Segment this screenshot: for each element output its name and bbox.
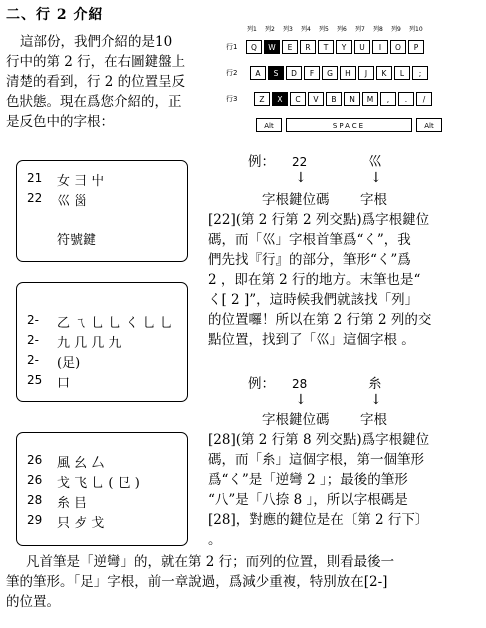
example1-line-2: 碼，而「巛」字根首筆爲“く”，我 xyxy=(208,232,411,248)
keyboard-key: X xyxy=(272,92,288,106)
example1-root-caption: 字根 xyxy=(360,192,387,208)
column-label: 列8 xyxy=(373,26,383,33)
keyboard-key: G xyxy=(322,66,338,80)
box1-code-1: 21 xyxy=(27,171,43,185)
box3-roots-1: 風 幺 厶 xyxy=(57,456,105,471)
example2-line-5: [28]，對應的鍵位是在〔第 2 行下〕 xyxy=(208,512,429,528)
row-label: 行1 xyxy=(226,43,238,51)
example1-line-6: 的位置囉！所以在第 2 行第 2 列的交 xyxy=(208,312,432,328)
keyboard-key: P xyxy=(408,40,424,54)
box2-code-1: 2- xyxy=(27,313,39,327)
intro-line-4: 色狀態。現在爲您介紹的，正 xyxy=(6,94,182,110)
keyboard-key: V xyxy=(308,92,324,106)
example1-label: 例： xyxy=(248,154,275,170)
box3-roots-3: 糸 㠯 xyxy=(57,496,88,511)
example1-code-caption: 字根鍵位碼 xyxy=(262,192,330,208)
example2-code-caption: 字根鍵位碼 xyxy=(262,412,330,428)
example1-root: 巛 xyxy=(368,154,382,170)
root-box-3 xyxy=(16,432,188,546)
box2-code-4: 25 xyxy=(27,373,43,387)
box3-roots-2: 戈 飞 乚 ( 㔾 ) xyxy=(57,476,140,491)
box3-code-2: 26 xyxy=(27,473,43,487)
box2-roots-2: 九 几 几 九 xyxy=(57,336,122,351)
keyboard-key: N xyxy=(344,92,360,106)
box3-code-3: 28 xyxy=(27,493,43,507)
keyboard-key: Q xyxy=(246,40,262,54)
intro-line-2: 行中的第 2 行，在右圖鍵盤上 xyxy=(6,54,186,70)
footer-line-1: 凡首筆是「逆彎」的，就在第 2 行；而列的位置，則看最後一 xyxy=(26,554,395,570)
keyboard-key: D xyxy=(286,66,302,80)
keyboard-key: H xyxy=(340,66,356,80)
example1-line-1: [22](第 2 行第 2 列交點)爲字根鍵位 xyxy=(208,212,430,228)
root-box-1 xyxy=(16,160,188,262)
keyboard-key: J xyxy=(358,66,374,80)
example2-line-2: 碼，而「糸」這個字根，第一個筆形 xyxy=(208,452,424,468)
box2-roots-3: (足) xyxy=(57,356,81,371)
row-label: 行2 xyxy=(226,69,238,77)
column-label: 列5 xyxy=(319,26,329,33)
intro-line-5: 是反色中的字根： xyxy=(6,114,114,130)
keyboard-key: E xyxy=(282,40,298,54)
example2-line-3: 爲“く”是「逆彎 2 」；最後的筆形 xyxy=(208,472,408,488)
example2-root-caption: 字根 xyxy=(360,412,387,428)
box3-code-1: 26 xyxy=(27,453,43,467)
keyboard-key: K xyxy=(376,66,392,80)
example1-line-4: 2 ，即在第 2 行的地方。末筆也是“ xyxy=(208,272,421,288)
keyboard-key: . xyxy=(398,92,414,106)
keyboard-key: U xyxy=(354,40,370,54)
alt-right-key: Alt xyxy=(416,118,442,132)
example2-label: 例： xyxy=(248,376,275,392)
column-label: 列7 xyxy=(355,26,365,33)
keyboard-key: B xyxy=(326,92,342,106)
column-label: 列1 xyxy=(247,26,257,33)
intro-line-3: 清楚的看到，行 2 的位置呈反 xyxy=(6,74,186,90)
example1-root-arrow: ↓ xyxy=(370,170,382,186)
example2-line-6: 。 xyxy=(208,532,222,548)
box2-code-2: 2- xyxy=(27,333,39,347)
keyboard-diagram xyxy=(226,20,448,138)
box1-code-2: 22 xyxy=(27,191,43,205)
keyboard-key: A xyxy=(250,66,266,80)
box1-roots-2: 巛 𡿺 xyxy=(57,194,88,209)
box3-code-4: 29 xyxy=(27,513,43,527)
column-label: 列3 xyxy=(283,26,293,33)
keyboard-key: F xyxy=(304,66,320,80)
alt-left-key: Alt xyxy=(256,118,282,132)
column-label: 列2 xyxy=(265,26,275,33)
keyboard-key: L xyxy=(394,66,410,80)
footer-line-3: 的位置。 xyxy=(6,594,60,610)
example2-line-1: [28](第 2 行第 8 列交點)爲字根鍵位 xyxy=(208,432,430,448)
column-label: 列4 xyxy=(301,26,311,33)
example1-code: 22 xyxy=(292,155,308,169)
example2-line-4: “八”是「八捺 8 」，所以字根碼是 xyxy=(208,492,408,508)
column-label: 列6 xyxy=(337,26,347,33)
example2-code: 28 xyxy=(292,377,308,391)
keyboard-key: ; xyxy=(412,66,428,80)
keyboard-key: S xyxy=(268,66,284,80)
footer-line-2: 筆的筆形。「足」字根，前一章說過，爲減少重複，特別放在[2-] xyxy=(6,574,388,590)
keyboard-key: , xyxy=(380,92,396,106)
keyboard-key: I xyxy=(372,40,388,54)
example2-root: 糸 xyxy=(368,376,382,392)
column-label: 列10 xyxy=(409,26,423,33)
keyboard-key: C xyxy=(290,92,306,106)
row-label: 行3 xyxy=(226,95,238,103)
example1-line-3: 們先找『行』的部分，筆形“く”爲 xyxy=(208,252,411,268)
keyboard-key: T xyxy=(318,40,334,54)
box2-roots-1: 乙 ㄟ 乚 乚 く 乚 乚 xyxy=(57,316,173,331)
box2-roots-4: 口 xyxy=(57,376,71,391)
section-title: 二、行 2 介紹 xyxy=(6,7,104,23)
box1-roots-1: 女 彐 屮 xyxy=(57,174,105,189)
box3-roots-4: 只 歺 戈 xyxy=(57,516,105,531)
keyboard-key: R xyxy=(300,40,316,54)
example2-code-arrow: ↓ xyxy=(295,392,307,408)
intro-line-1: 這部份，我們介紹的是10 xyxy=(20,34,173,50)
keyboard-key: / xyxy=(416,92,432,106)
keyboard-key: W xyxy=(264,40,280,54)
keyboard-key: Z xyxy=(254,92,270,106)
example2-root-arrow: ↓ xyxy=(370,392,382,408)
root-box-2 xyxy=(16,282,188,402)
example1-line-5: く[ 2 ]”，這時候我們就該找「列」 xyxy=(208,292,419,308)
example1-code-arrow: ↓ xyxy=(295,170,307,186)
space-key: SPACE xyxy=(286,118,412,132)
keyboard-key: M xyxy=(362,92,378,106)
keyboard-key: O xyxy=(390,40,406,54)
column-label: 列9 xyxy=(391,26,401,33)
box2-code-3: 2- xyxy=(27,353,39,367)
keyboard-key: Y xyxy=(336,40,352,54)
example1-line-7: 點位置，找到了「巛」這個字根 。 xyxy=(208,332,415,348)
symbol-key-label: 符號鍵 xyxy=(57,233,97,248)
